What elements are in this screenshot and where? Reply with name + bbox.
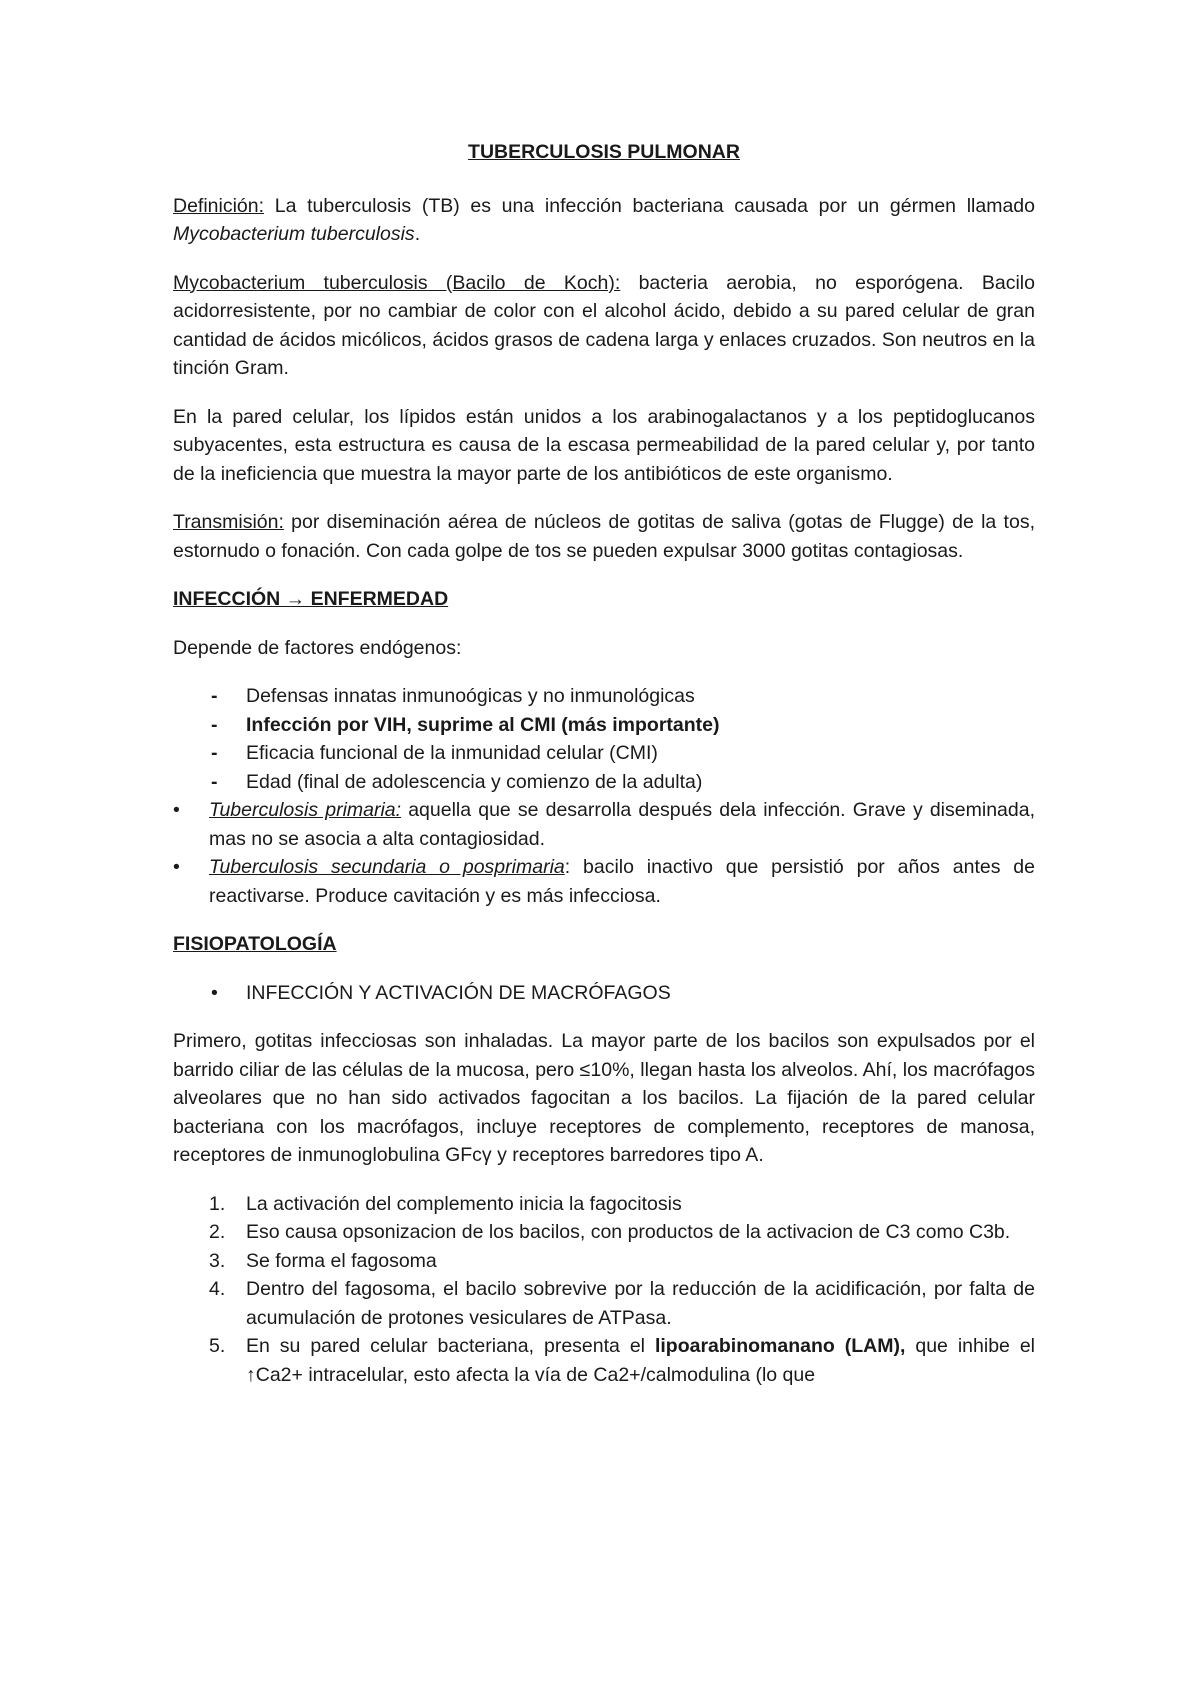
mycobacterium-text: bacteria aerobia, no esporógena. Bacilo acidorresistente, por no cambiar de color con el alcohol ácido, debido a su pared celular de gran cantidad de ácidos micólicos, ácidos grasos de cadena larga y enlaces cruzados. Son neutros en la tinción Gram. [173,271,1035,379]
transmision-paragraph [173,508,1035,565]
list-item [173,739,1035,768]
definicion-text: La tuberculosis (TB) es una infección bacteriana causada por un gérmen llamado [264,194,1035,217]
paso-text: La activación del complemento inicia la fagocitosis [246,1192,682,1215]
paso-text: Se forma el fagosoma [246,1249,437,1272]
list-item [173,1218,1035,1247]
list-item [173,1332,1035,1389]
paso-text: Dentro del fagosoma, el bacilo sobrevive por la reducción de la acidificación, por falta de acumulación de protones vesiculares de ATPasa. [246,1278,1035,1329]
depende-paragraph: Depende de factores endógenos: [173,636,462,659]
bullet-marker: • [211,981,218,1004]
list-item [173,853,1035,910]
list-number: 5. [209,1335,226,1357]
heading-infeccion: INFECCIÓN → ENFERMEDAD [173,588,449,610]
heading-fisiopatologia: FISIOPATOLOGÍA [173,933,337,955]
tipo-label: Tuberculosis primaria: [209,799,402,821]
definicion-italic: Mycobacterium tuberculosis [173,223,415,245]
paso-text: que inhibe el ↑Ca2+ intracelular, esto afecta la vía de Ca2+/calmodulina (lo que [246,1335,1036,1386]
dash-marker: - [211,742,218,764]
factor-text: Edad (final de adolescencia y comienzo de la adulta) [246,770,703,793]
document-page [173,138,1035,1389]
pared-paragraph: En la pared celular, los lípidos están unidos a los arabinogalactanos y a los peptidoglucanos subyacentes, esta estructura es causa de la escasa permeabilidad de la pared celular y, por tanto de la ineficiencia que muestra la mayor parte de los antibióticos de este organismo. [173,405,1035,485]
definicion-paragraph [173,192,1035,249]
paso-bold: lipoarabinomanano (LAM), [654,1335,906,1357]
definicion-label: Definición: [173,194,265,217]
bullet-marker: • [173,856,180,878]
factores-list [173,682,1035,796]
factor-text: Infección por VIH, suprime al CMI (más importante) [246,713,720,736]
list-item [173,1247,1035,1276]
dash-marker: - [211,713,218,736]
paso-text: En su pared celular bacteriana, presenta el [246,1335,655,1357]
document-title: TUBERCULOSIS PULMONAR [468,141,740,163]
transmision-label: Transmisión: [173,511,284,533]
factor-text: Defensas innatas inmunoógicas y no inmunológicas [246,685,695,707]
list-item [173,768,1035,797]
dash-marker: - [211,770,218,793]
list-item [173,711,1035,740]
list-item [173,1275,1035,1332]
list-number: 4. [209,1278,226,1300]
factor-text: Eficacia funcional de la inmunidad celular (CMI) [246,742,658,764]
tipos-list [173,796,1035,910]
list-item [173,682,1035,711]
list-number: 1. [209,1192,226,1215]
bullet-marker: • [173,799,180,821]
transmision-text: por diseminación aérea de núcleos de gotitas de saliva (gotas de Flugge) de la tos, estornudo o fonación. Con cada golpe de tos se pueden expulsar 3000 gotitas contagiosas. [173,511,1035,562]
tipo-text: aquella que se desarrolla después dela infección. Grave y diseminada, mas no se asocia a alta contagiosidad. [209,799,1035,850]
paso-text: Eso causa opsonizacion de los bacilos, con productos de la activacion de C3 como C3b. [246,1221,1011,1243]
list-item [173,1190,1035,1219]
list-number: 2. [209,1221,226,1243]
tipo-label: Tuberculosis secundaria o posprimaria [209,856,565,878]
mycobacterium-paragraph [173,269,1035,383]
subheading-text: INFECCIÓN Y ACTIVACIÓN DE MACRÓFAGOS [246,981,671,1004]
list-number: 3. [209,1249,226,1272]
dash-marker: - [211,685,218,707]
tipo-text: : bacilo inactivo que persistió por años antes de reactivarse. Produce cavitación y es más infecciosa. [209,856,1035,907]
mycobacterium-label: Mycobacterium tuberculosis (Bacilo de Koch): [173,271,621,294]
pasos-list [173,1190,1035,1390]
definicion-end: . [414,223,421,245]
subheading-bullet [173,979,1035,1008]
list-item [173,796,1035,853]
primero-paragraph: Primero, gotitas infecciosas son inhaladas. La mayor parte de los bacilos son expulsados por el barrido ciliar de las células de la mucosa, pero ≤10%, llegan hasta los alveolos. Ahí, los macrófagos alveolares que no han sido activados fagocitan a los bacilos. La fijación de la pared celular bacteriana con los macrófagos, incluye receptores de complemento, receptores de manosa, receptores de inmunoglobulina GFcγ y receptores barredores tipo A. [173,1030,1035,1166]
